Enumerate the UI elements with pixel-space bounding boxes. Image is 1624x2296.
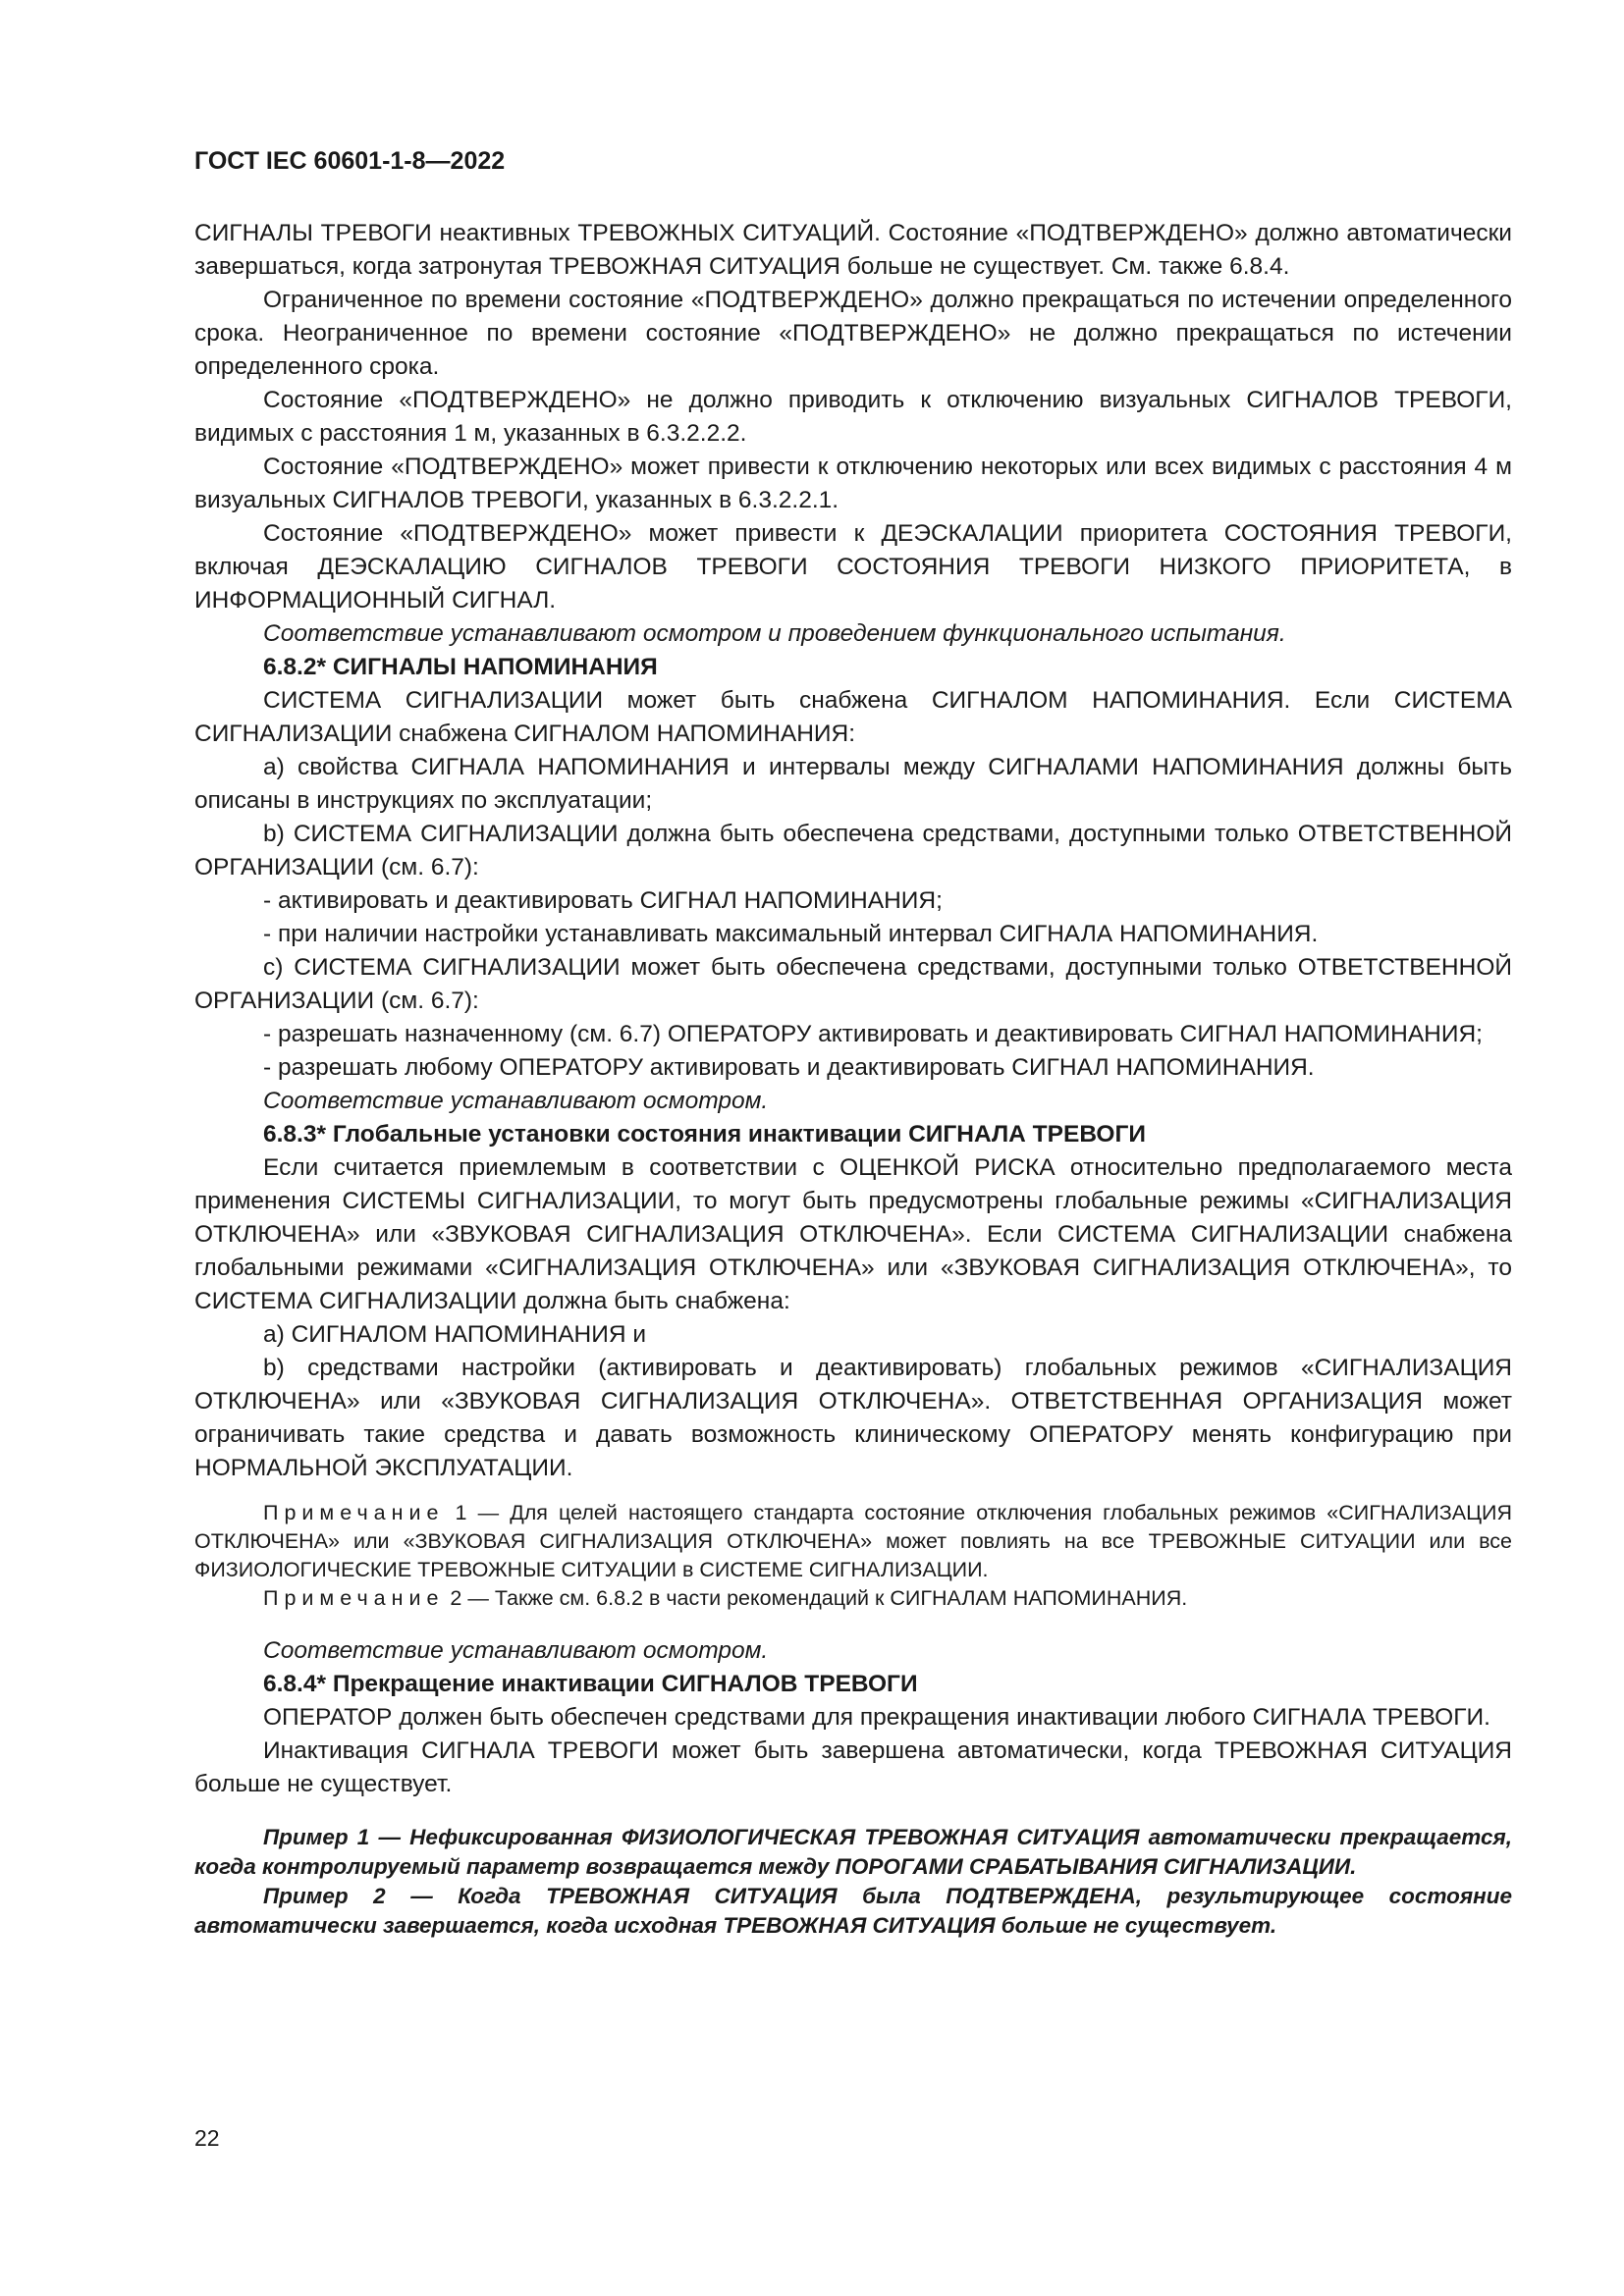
note-label: Примечание bbox=[263, 1501, 445, 1524]
list-subitem: - при наличии настройки устанавливать максимальный интервал СИГНАЛА НАПОМИНАНИЯ. bbox=[263, 921, 1319, 947]
compliance-statement: Соответствие устанавливают осмотром. bbox=[263, 1637, 769, 1664]
paragraph: Ограниченное по времени состояние «ПОДТВЕРЖДЕНО» должно прекращаться по истечении определенного срока. Неограниченное по времени состояние «ПОДТВЕРЖДЕНО» не должно прекращаться по истечении определенного срока. bbox=[194, 287, 1512, 380]
paragraph: Если считается приемлемым в соответствии с ОЦЕНКОЙ РИСКА относительно предполагаемого места применения СИСТЕМЫ СИГНАЛИЗАЦИИ, то могут быть предусмотрены глобальные режимы «СИГНАЛИЗАЦИЯ ОТКЛЮЧЕНА» или «ЗВУКОВАЯ СИГНАЛИЗАЦИЯ ОТКЛЮЧЕНА». Если СИСТЕМА СИГНАЛИЗАЦИИ снабжена глобальными режимами «СИГНАЛИЗАЦИЯ ОТКЛЮЧЕНА» или «ЗВУКОВАЯ СИГНАЛИЗАЦИЯ ОТКЛЮЧЕНА», то СИСТЕМА СИГНАЛИЗАЦИИ должна быть снабжена: bbox=[194, 1154, 1512, 1314]
example-1: Пример 1 — Нефиксированная ФИЗИОЛОГИЧЕСКАЯ ТРЕВОЖНАЯ СИТУАЦИЯ автоматически прекращается, когда контролируемый параметр возвращается между ПОРОГАМИ СРАБАТЫВАНИЯ СИГНАЛИЗАЦИИ. bbox=[194, 1825, 1512, 1879]
list-subitem: - разрешать назначенному (см. 6.7) ОПЕРАТОРУ активировать и деактивировать СИГНАЛ НАПОМИНАНИЯ; bbox=[263, 1021, 1483, 1047]
note-label: Примечание bbox=[263, 1586, 445, 1610]
note-1 bbox=[194, 1499, 1512, 1584]
list-subitem: - разрешать любому ОПЕРАТОРУ активировать и деактивировать СИГНАЛ НАПОМИНАНИЯ. bbox=[263, 1054, 1315, 1081]
note-text: 1 — Для целей настоящего стандарта состояние отключения глобальных режимов «СИГНАЛИЗАЦИЯ ОТКЛЮЧЕНА» или «ЗВУКОВАЯ СИГНАЛИЗАЦИЯ ОТКЛЮЧЕНА» может повлиять на все ТРЕВОЖНЫЕ СИТУАЦИИ или все ФИЗИОЛОГИЧЕСКИЕ ТРЕВОЖНЫЕ СИТУАЦИИ в СИСТЕМЕ СИГНАЛИЗАЦИИ. bbox=[194, 1501, 1512, 1581]
list-item: a) свойства СИГНАЛА НАПОМИНАНИЯ и интервалы между СИГНАЛАМИ НАПОМИНАНИЯ должны быть описаны в инструкциях по эксплуатации; bbox=[194, 754, 1512, 814]
list-item: a) СИГНАЛОМ НАПОМИНАНИЯ и bbox=[263, 1321, 647, 1348]
section-heading-6-8-2: 6.8.2* СИГНАЛЫ НАПОМИНАНИЯ bbox=[263, 654, 658, 680]
document-page bbox=[194, 147, 1512, 1941]
section-heading-6-8-3: 6.8.3* Глобальные установки состояния инактивации СИГНАЛА ТРЕВОГИ bbox=[263, 1121, 1146, 1148]
example-2: Пример 2 — Когда ТРЕВОЖНАЯ СИТУАЦИЯ была ПОДТВЕРЖДЕНА, результирующее состояние автоматически завершается, когда исходная ТРЕВОЖНАЯ СИТУАЦИЯ больше не существует. bbox=[194, 1884, 1512, 1938]
document-header: ГОСТ IEC 60601-1-8—2022 bbox=[194, 147, 506, 175]
compliance-statement: Соответствие устанавливают осмотром. bbox=[263, 1088, 769, 1114]
section-heading-6-8-4: 6.8.4* Прекращение инактивации СИГНАЛОВ ТРЕВОГИ bbox=[263, 1671, 918, 1697]
list-subitem: - активировать и деактивировать СИГНАЛ НАПОМИНАНИЯ; bbox=[263, 887, 943, 914]
page-number: 22 bbox=[194, 2125, 220, 2151]
note-2 bbox=[194, 1584, 1512, 1613]
paragraph: Состояние «ПОДТВЕРЖДЕНО» может привести к отключению некоторых или всех видимых с расстояния 4 м визуальных СИГНАЛОВ ТРЕВОГИ, указанных в 6.3.2.2.1. bbox=[194, 454, 1512, 513]
list-item: c) СИСТЕМА СИГНАЛИЗАЦИИ может быть обеспечена средствами, доступными только ОТВЕТСТВЕННОЙ ОРГАНИЗАЦИИ (см. 6.7): bbox=[194, 954, 1512, 1014]
list-item: b) средствами настройки (активировать и деактивировать) глобальных режимов «СИГНАЛИЗАЦИЯ ОТКЛЮЧЕНА» или «ЗВУКОВАЯ СИГНАЛИЗАЦИЯ ОТКЛЮЧЕНА». ОТВЕТСТВЕННАЯ ОРГАНИЗАЦИЯ может ограничивать такие средства и давать возможность клиническому ОПЕРАТОРУ менять конфигурацию при НОРМАЛЬНОЙ ЭКСПЛУАТАЦИИ. bbox=[194, 1355, 1512, 1481]
paragraph: Состояние «ПОДТВЕРЖДЕНО» не должно приводить к отключению визуальных СИГНАЛОВ ТРЕВОГИ, видимых с расстояния 1 м, указанных в 6.3.2.2.2. bbox=[194, 387, 1512, 447]
paragraph: ОПЕРАТОР должен быть обеспечен средствами для прекращения инактивации любого СИГНАЛА ТРЕВОГИ. bbox=[263, 1704, 1490, 1731]
paragraph: СИГНАЛЫ ТРЕВОГИ неактивных ТРЕВОЖНЫХ СИТУАЦИЙ. Состояние «ПОДТВЕРЖДЕНО» должно автоматически завершаться, когда затронутая ТРЕВОЖНАЯ СИТУАЦИЯ больше не существует. См. также 6.8.4. bbox=[194, 220, 1512, 280]
list-item: b) СИСТЕМА СИГНАЛИЗАЦИИ должна быть обеспечена средствами, доступными только ОТВЕТСТВЕННОЙ ОРГАНИЗАЦИИ (см. 6.7): bbox=[194, 821, 1512, 881]
paragraph: Инактивация СИГНАЛА ТРЕВОГИ может быть завершена автоматически, когда ТРЕВОЖНАЯ СИТУАЦИЯ больше не существует. bbox=[194, 1737, 1512, 1797]
paragraph: Состояние «ПОДТВЕРЖДЕНО» может привести к ДЕЭСКАЛАЦИИ приоритета СОСТОЯНИЯ ТРЕВОГИ, включая ДЕЭСКАЛАЦИЮ СИГНАЛОВ ТРЕВОГИ СОСТОЯНИЯ ТРЕВОГИ НИЗКОГО ПРИОРИТЕТА, в ИНФОРМАЦИОННЫЙ СИГНАЛ. bbox=[194, 520, 1512, 614]
paragraph: СИСТЕМА СИГНАЛИЗАЦИИ может быть снабжена СИГНАЛОМ НАПОМИНАНИЯ. Если СИСТЕМА СИГНАЛИЗАЦИИ снабжена СИГНАЛОМ НАПОМИНАНИЯ: bbox=[194, 687, 1512, 747]
note-text: 2 — Также см. 6.8.2 в части рекомендаций к СИГНАЛАМ НАПОМИНАНИЯ. bbox=[444, 1586, 1188, 1610]
compliance-statement: Соответствие устанавливают осмотром и проведением функционального испытания. bbox=[263, 620, 1286, 647]
